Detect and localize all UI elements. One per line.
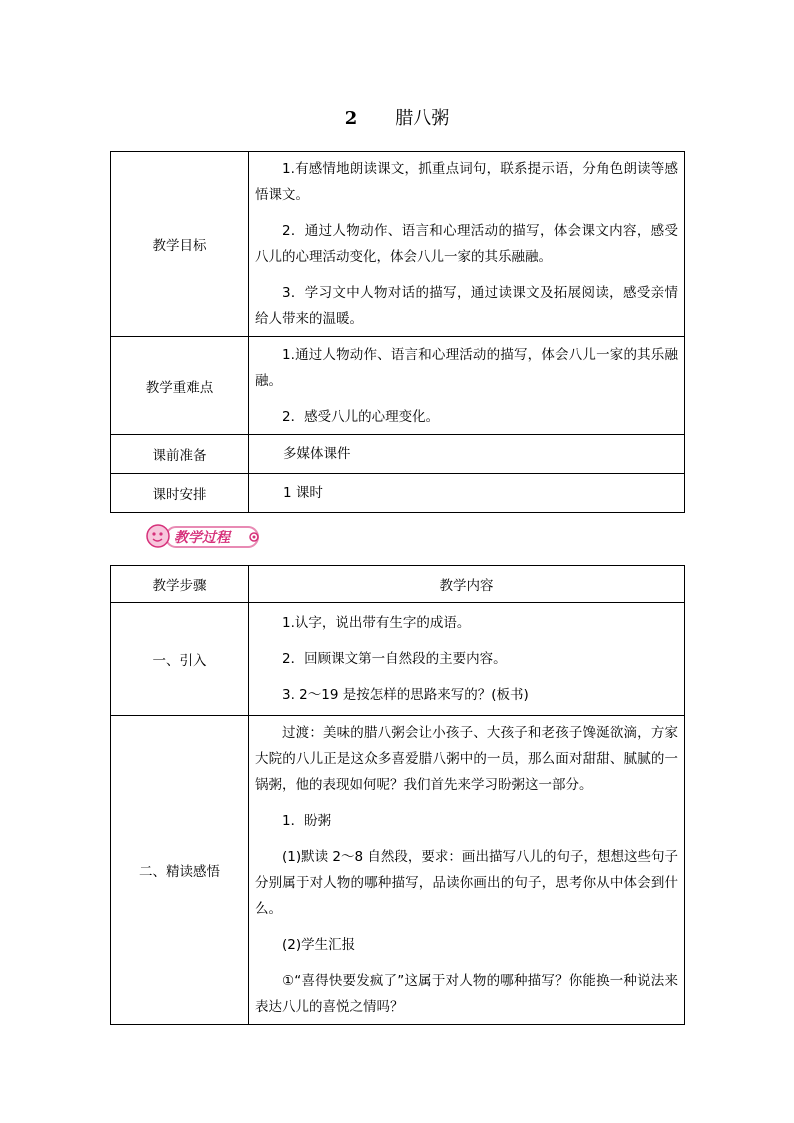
paragraph: 2．回顾课文第一自然段的主要内容。 — [282, 651, 507, 667]
row-content — [249, 152, 685, 337]
paragraph: 2．感受八儿的心理变化。 — [282, 408, 440, 425]
paragraph: (2)学生汇报 — [282, 937, 356, 953]
paragraph: 1.认字，说出带有生字的成语。 — [282, 615, 471, 631]
lesson-info-table — [110, 151, 685, 513]
row-content — [249, 337, 685, 435]
row-content — [249, 603, 685, 716]
paragraph: 1．盼粥 — [282, 813, 332, 829]
row-label: 课前准备 — [111, 435, 249, 474]
table-row — [111, 152, 685, 337]
row-content: 1 课时 — [249, 474, 685, 513]
teaching-process-banner — [144, 521, 264, 551]
table-header-row — [111, 566, 685, 603]
paragraph: ①“喜得快要发疯了”这属于对人物的哪种描写？你能换一种说法来表达八儿的喜悦之情吗？ — [255, 973, 678, 1015]
row-content — [249, 716, 685, 1025]
paragraph: 过渡：美味的腊八粥会让小孩子、大孩子和老孩子馋涎欲滴，方家大院的八儿正是这众多喜爱腊八粥中的一员，那么面对甜甜、腻腻的一锅粥，他的表现如何呢？我们首先来学习盼粥这一部分。 — [255, 725, 678, 793]
paragraph: 3．学习文中人物对话的描写，通过读课文及拓展阅读，感受亲情给人带来的温暖。 — [255, 285, 678, 327]
row-content: 多媒体课件 — [249, 435, 685, 474]
row-label: 课时安排 — [111, 474, 249, 513]
paragraph: 2．通过人物动作、语言和心理活动的描写，体会课文内容，感受八儿的心理活动变化，体会八儿一家的其乐融融。 — [255, 223, 678, 265]
row-label: 一、引入 — [111, 603, 249, 716]
lesson-title — [0, 104, 794, 130]
column-header-content: 教学内容 — [249, 566, 685, 603]
row-label: 二、精读感悟 — [111, 716, 249, 1025]
table-row — [111, 337, 685, 435]
paragraph: 1.有感情地朗读课文，抓重点词句，联系提示语，分角色朗读等感悟课文。 — [255, 161, 678, 203]
paragraph: 3. 2～19 是按怎样的思路来写的？(板书) — [282, 687, 529, 703]
banner-text: 教学过程 — [174, 530, 230, 546]
row-label: 教学目标 — [111, 152, 249, 337]
paragraph: (1)默读 2～8 自然段，要求：画出描写八儿的句子，想想这些句子分别属于对人物的哪种描写，品读你画出的句子，思考你从中体会到什么。 — [255, 849, 678, 917]
column-header-step: 教学步骤 — [111, 566, 249, 603]
lesson-number: 2 — [344, 108, 358, 129]
table-row — [111, 435, 685, 474]
table-row — [111, 716, 685, 1025]
row-label: 教学重难点 — [111, 337, 249, 435]
teaching-process-table — [110, 565, 685, 1025]
banner-graphic — [144, 521, 264, 551]
table-row — [111, 474, 685, 513]
paragraph: 1.通过人物动作、语言和心理活动的描写，体会八儿一家的其乐融融。 — [255, 346, 678, 389]
table-row — [111, 603, 685, 716]
lesson-name: 腊八粥 — [395, 108, 450, 129]
